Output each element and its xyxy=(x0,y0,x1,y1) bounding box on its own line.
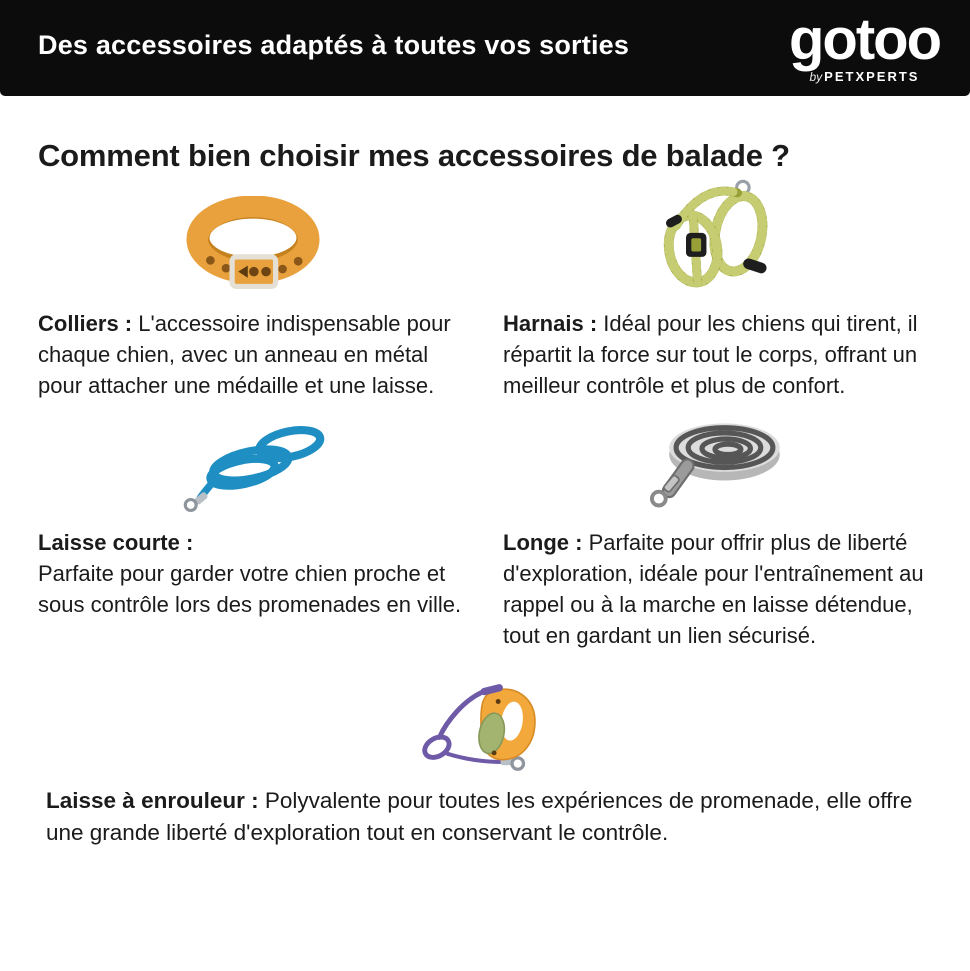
longe-label: Longe : xyxy=(503,530,583,556)
logo-subline xyxy=(789,70,940,83)
longe-text: Parfaite pour offrir plus de liberté d'exploration, idéale pour l'entraînement au rappel ou à la marche en laisse détendue, tout en gardant un lien sécurisé. xyxy=(503,530,924,649)
laisse-a-enrouleur-label: Laisse à enrouleur : xyxy=(46,788,259,814)
laisse-a-enrouleur-text: Polyvalente pour toutes les expériences de promenade, elle offre une grande liberté d'exploration tout en conservant le contrôle. xyxy=(46,788,913,845)
card-laisse-courte xyxy=(38,401,467,651)
colliers-label: Colliers : xyxy=(38,311,133,336)
brand-logo xyxy=(788,7,950,84)
card-colliers xyxy=(38,180,467,401)
card-laisse-a-enrouleur xyxy=(0,677,970,848)
header-banner xyxy=(0,0,970,96)
laisse-courte-description xyxy=(38,527,467,620)
retractable-leash-icon xyxy=(0,677,970,775)
laisse-a-enrouleur-description xyxy=(0,785,970,848)
logo-by-text: by xyxy=(809,70,823,84)
page-title: Comment bien choisir mes accessoires de balade ? xyxy=(38,138,790,173)
logo-wordmark: gotoo xyxy=(788,7,940,72)
colliers-description xyxy=(38,308,467,401)
colliers-text: L'accessoire indispensable pour chaque chien, avec un anneau en métal pour attacher une médaille et une laisse. xyxy=(38,311,451,399)
long-line-icon xyxy=(503,411,932,515)
accessories-grid xyxy=(0,180,970,651)
card-harnais xyxy=(503,180,932,401)
harnais-text: Idéal pour les chiens qui tirent, il répartit la force sur tout le corps, offrant un meilleur contrôle et plus de confort. xyxy=(503,311,918,399)
longe-description xyxy=(503,527,932,651)
laisse-courte-label: Laisse courte : xyxy=(38,530,194,556)
logo-brand-text: PETXPERTS xyxy=(824,69,920,84)
short-leash-icon xyxy=(38,411,467,515)
harness-icon xyxy=(503,180,932,296)
harnais-description xyxy=(503,308,932,401)
laisse-courte-text: Parfaite pour garder votre chien proche et sous contrôle lors des promenades en ville. xyxy=(38,561,462,618)
harnais-label: Harnais : xyxy=(503,311,598,336)
header-tagline: Des accessoires adaptés à toutes vos sorties xyxy=(38,29,630,60)
card-longe xyxy=(503,401,932,651)
collar-icon xyxy=(38,180,467,296)
